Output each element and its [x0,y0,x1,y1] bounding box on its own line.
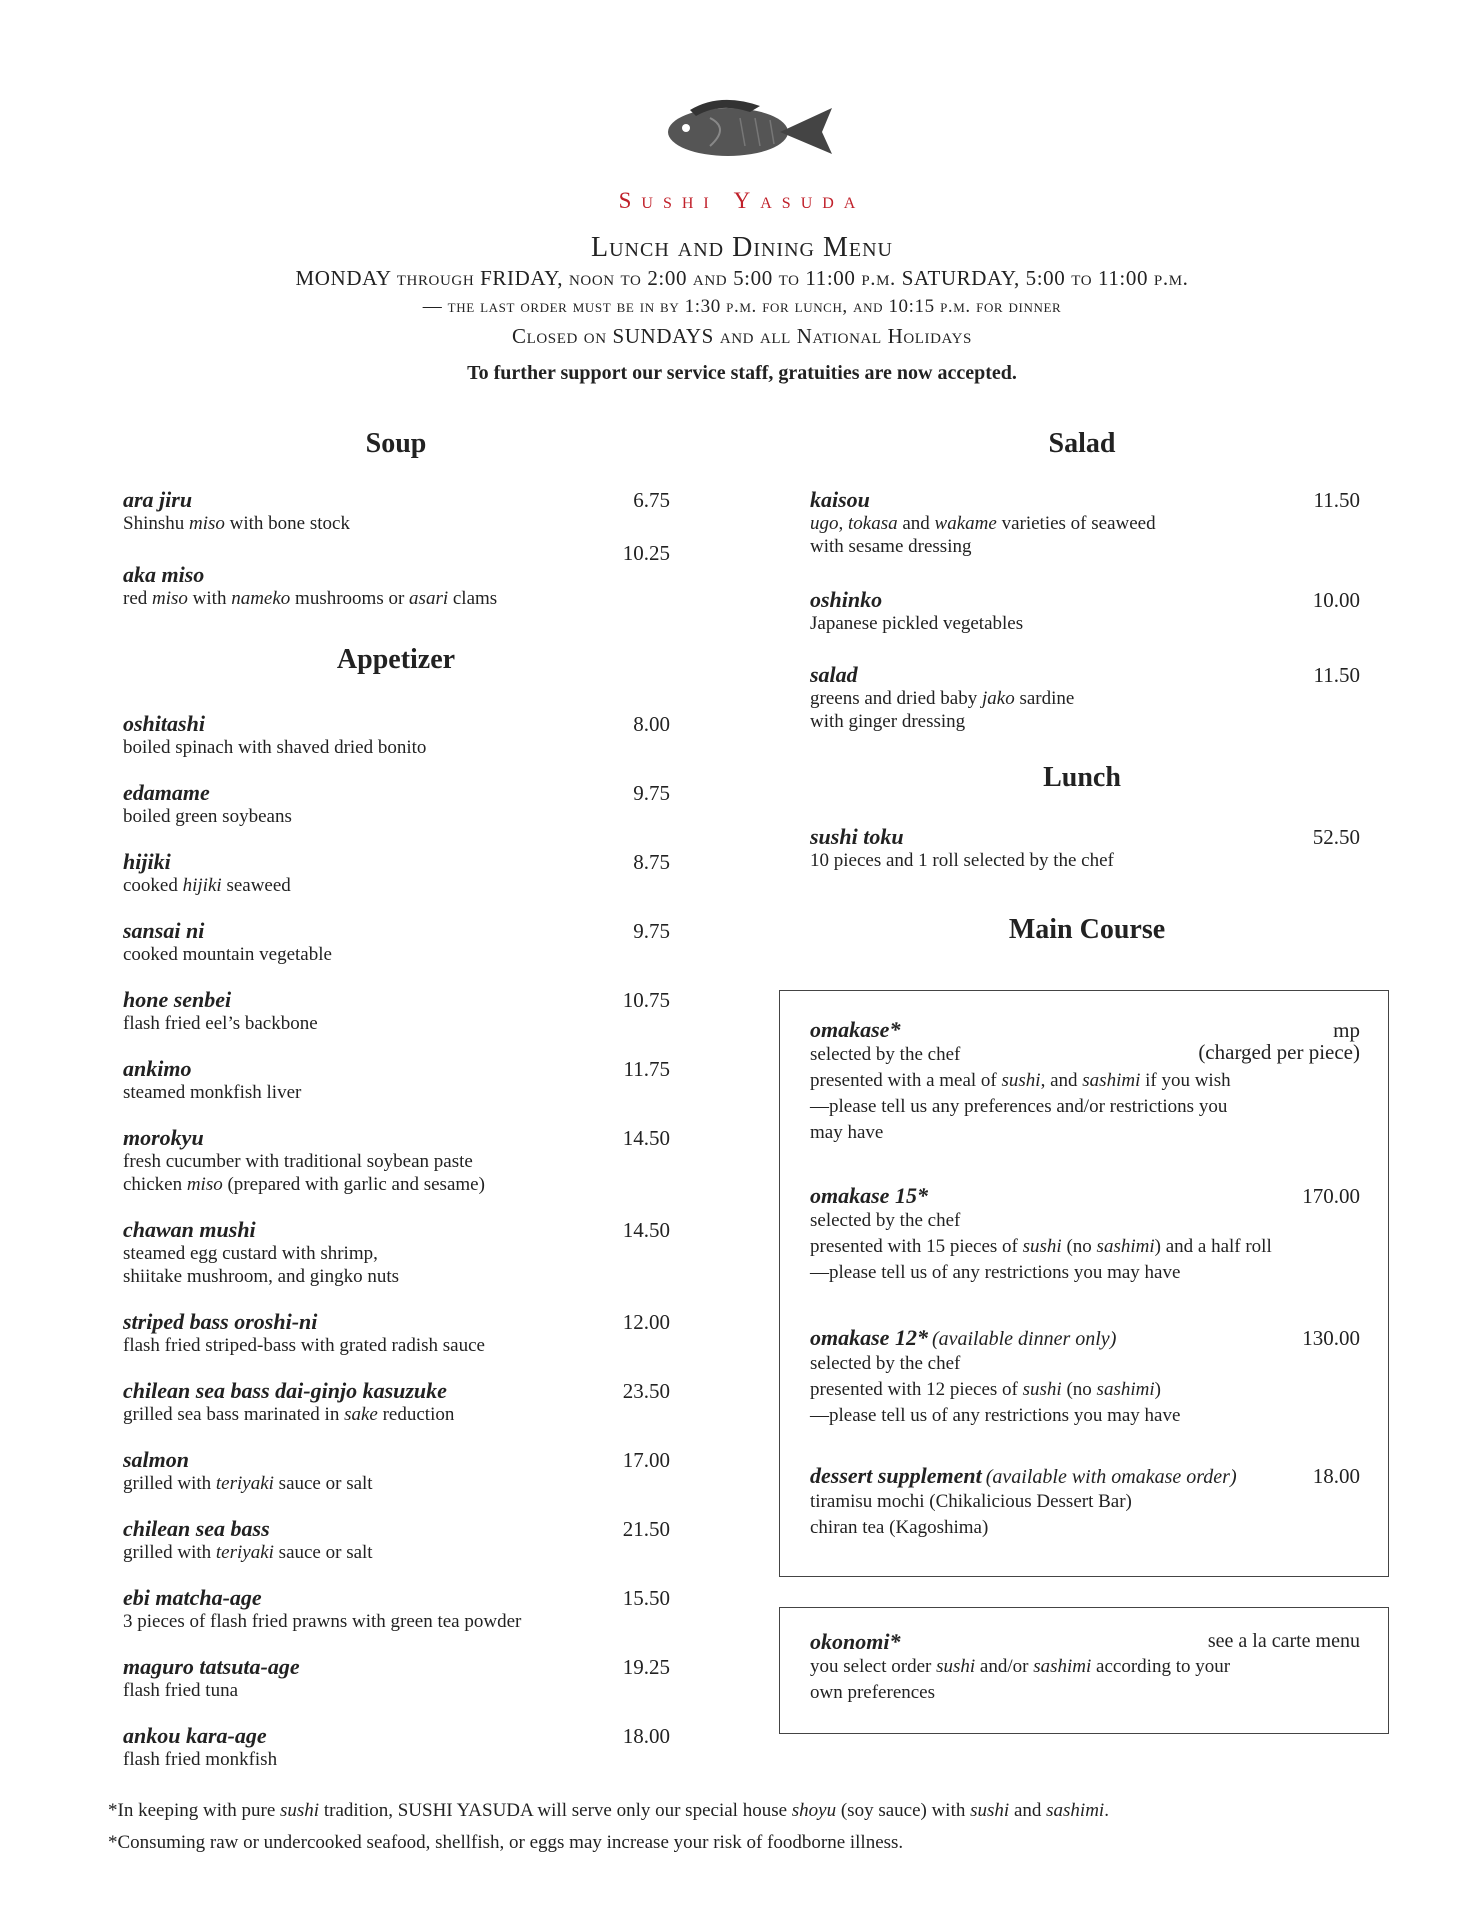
menu-item [810,663,1074,733]
item-description: cooked mountain vegetable [123,944,332,965]
item-name: salad [810,662,858,687]
item-price: mp [1333,1018,1360,1042]
item-price: 11.50 [1313,663,1360,687]
menu-item [123,712,426,759]
item-price: 130.00 [1302,1326,1360,1350]
item-description-line2: —please tell us of any restrictions you may have [810,1262,1181,1283]
item-price: see a la carte menu [1207,1630,1360,1652]
item-name: hijiki [123,849,171,874]
hours-weekday: MONDAY through FRIDAY, noon to 2:00 and 5:00 to 11:00 p.m. SATURDAY, 5:00 to 11:00 p.m. [295,266,1189,290]
item-name: sansai ni [123,918,205,943]
item-price: 52.50 [1312,825,1360,849]
item-price: 12.00 [622,1310,670,1334]
item-price: 10.25 [622,541,670,565]
item-price: 15.50 [622,1586,670,1610]
item-description: ugo, tokasa and wakame varieties of seaweed [810,513,1156,534]
item-price: 19.25 [622,1655,670,1679]
menu-item [123,1448,373,1495]
item-description: grilled with teriyaki sauce or salt [123,1473,373,1494]
section-heading-appetizer: Appetizer [336,644,456,675]
item-description: boiled spinach with shaved dried bonito [123,737,427,758]
menu-item [123,1126,485,1196]
item-description: Japanese pickled vegetables [810,613,1024,634]
menu-item [810,825,1114,872]
item-description: flash fried striped-bass with grated radish sauce [123,1335,485,1356]
item-description: red miso with nameko mushrooms or asari clams [123,588,498,609]
item-price-note: (charged per piece) [1198,1040,1360,1064]
item-description: steamed egg custard with shrimp, [123,1243,378,1264]
gratuity-notice: To further support our service staff, gratuities are now accepted. [467,362,1017,384]
item-description: cooked hijiki seaweed [123,875,291,896]
menu-item [123,988,318,1035]
item-description-line2: with sesame dressing [810,536,972,557]
item-subtitle: selected by the chef [810,1353,961,1374]
item-description: grilled with teriyaki sauce or salt [123,1542,373,1563]
footnote-health-warning: *Consuming raw or undercooked seafood, shellfish, or eggs may increase your risk of foodborne illness. [108,1832,904,1853]
fish-logo-icon [650,88,840,168]
menu-item [123,1310,485,1357]
menu-item [123,781,292,828]
item-price: 17.00 [622,1448,670,1472]
item-price: 8.00 [633,712,670,736]
item-name: striped bass oroshi-ni [123,1309,318,1334]
section-heading-lunch: Lunch [1043,762,1121,793]
item-price: 23.50 [622,1379,670,1403]
item-name: hone senbei [123,987,232,1012]
item-description: presented with 15 pieces of sushi (no sashimi) and a half roll [810,1236,1272,1257]
item-description-line2: —please tell us of any restrictions you may have [810,1405,1181,1426]
menu-item [123,1218,399,1288]
menu-item [123,1517,373,1564]
section-heading-main-course: Main Course [1008,914,1166,945]
item-price: 11.75 [623,1057,670,1081]
item-description-line3: may have [810,1122,884,1143]
menu-item [123,919,332,966]
hours-closed: Closed on SUNDAYS and all National Holidays [512,324,972,348]
item-name: morokyu [123,1125,204,1150]
item-name: chilean sea bass dai-ginjo kasuzuke [123,1378,447,1403]
item-price: 8.75 [633,850,670,874]
item-price: 18.00 [1312,1464,1360,1488]
item-note: (available dinner only) [931,1328,1117,1350]
section-heading-soup: Soup [365,428,427,459]
item-name: ara jiru [123,487,193,512]
item-description: boiled green soybeans [123,806,292,827]
item-name: oshinko [810,587,883,612]
item-price: 14.50 [622,1126,670,1150]
item-description: presented with 12 pieces of sushi (no sashimi) [810,1379,1161,1400]
item-description: flash fried tuna [123,1680,239,1701]
item-price: 14.50 [622,1218,670,1242]
item-name: chawan mushi [123,1217,256,1242]
item-name: chilean sea bass [123,1516,270,1541]
section-heading-salad: Salad [1048,428,1116,459]
item-price: 6.75 [633,488,670,512]
item-name: aka miso [123,562,205,587]
brand-name: Sushi Yasuda [618,188,866,213]
item-description: presented with a meal of sushi, and sashimi if you wish [810,1070,1231,1091]
menu-item [123,1586,521,1633]
hours-last-order: — the last order must be in by 1:30 p.m. for lunch, and 10:15 p.m. for dinner [422,296,1062,317]
menu-item [123,1655,300,1702]
item-description: flash fried monkfish [123,1749,278,1770]
item-name: sushi toku [810,824,904,849]
item-description-line2: —please tell us any preferences and/or restrictions you [810,1096,1228,1117]
item-price: 9.75 [633,781,670,805]
item-price: 11.50 [1313,488,1360,512]
menu-item [810,488,1156,558]
menu-item [123,1724,277,1771]
item-subtitle: selected by the chef [810,1044,961,1065]
menu-item [123,1379,454,1426]
item-description-line2: chiran tea (Kagoshima) [810,1517,989,1538]
item-description-line2: shiitake mushroom, and gingko nuts [123,1266,400,1287]
item-price: 170.00 [1302,1184,1360,1208]
item-description: greens and dried baby jako sardine [810,688,1075,709]
item-description: you select order sushi and/or sashimi according to your [810,1656,1231,1677]
menu-item [810,588,1023,635]
menu-title: Lunch and Dining Menu [591,232,893,263]
item-name: omakase* [810,1017,901,1042]
item-name: ankou kara-age [123,1723,267,1748]
item-name: kaisou [810,487,870,512]
footnote-shoyu: *In keeping with pure sushi tradition, SUSHI YASUDA will serve only our special house shoyu (soy sauce) with sushi and sashimi. [108,1800,1109,1821]
item-description-line2: own preferences [810,1682,936,1703]
item-name: okonomi* [810,1629,901,1654]
item-description: 10 pieces and 1 roll selected by the chef [810,850,1114,871]
item-price: 9.75 [633,919,670,943]
item-name: maguro tatsuta-age [123,1654,300,1679]
item-price: 10.75 [622,988,670,1012]
menu-item [123,1057,301,1104]
item-name: salmon [123,1447,190,1472]
item-description: steamed monkfish liver [123,1082,302,1103]
item-price: 21.50 [622,1517,670,1541]
menu-item [123,850,291,897]
item-name: omakase 12* [810,1325,928,1350]
item-description: flash fried eel’s backbone [123,1013,318,1034]
item-note: (available with omakase order) [985,1466,1237,1488]
item-description: fresh cucumber with traditional soybean paste [123,1151,473,1172]
item-description: Shinshu miso with bone stock [123,513,350,534]
item-description: 3 pieces of flash fried prawns with green tea powder [123,1611,522,1632]
menu-item [123,563,497,610]
item-name: ebi matcha-age [123,1585,262,1610]
item-description: tiramisu mochi (Chikalicious Dessert Bar) [810,1491,1132,1512]
item-description: grilled sea bass marinated in sake reduction [123,1404,455,1425]
item-description-line2: with ginger dressing [810,711,966,732]
item-price: 10.00 [1312,588,1360,612]
item-name: dessert supplement [810,1463,982,1488]
item-description-line2: chicken miso (prepared with garlic and sesame) [123,1174,485,1195]
item-price: 18.00 [622,1724,670,1748]
item-name: omakase 15* [810,1183,928,1208]
item-name: oshitashi [123,711,205,736]
item-name: edamame [123,780,210,805]
menu-item [123,488,350,535]
item-name: ankimo [123,1056,192,1081]
item-subtitle: selected by the chef [810,1210,961,1231]
